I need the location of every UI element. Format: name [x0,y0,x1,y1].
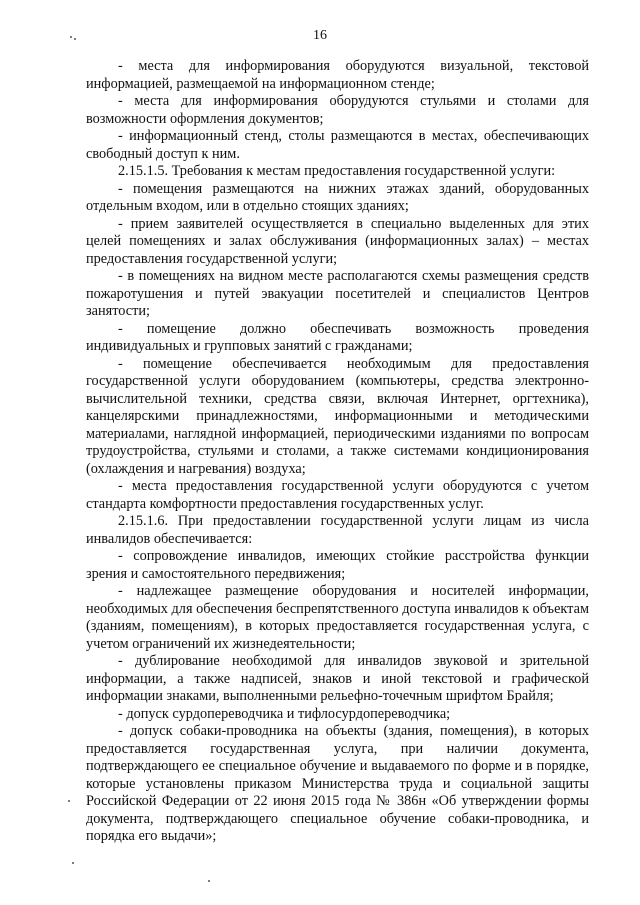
list-item-comfort-standard: - места предоставления государственной услуги оборудуются с учетом стандарта комфортности предоставления государственных услуг. [86,478,589,512]
scan-speck [70,36,72,38]
scan-speck [74,38,76,40]
document-body [86,58,589,846]
list-item-fire-schemes: - в помещениях на видном месте располагаются схемы размещения средств пожаротушения и путей эвакуации посетителей и специалистов Центров занятости; [86,268,589,319]
scan-speck [68,800,70,802]
scan-speck [208,880,210,882]
list-item-equipment: - помещение обеспечивается необходимым для предоставления государственной услуги оборудованием (компьютеры, средства электронно-вычислительной техники, средства связи, включая Интернет, оргтехника), канцелярскими принадлежностями, информационными и методическими материалами, наглядной информацией, периодическими изданиями по вопросам трудоустройства, стульями и столами, а также системами кондиционирования (охлаждения и нагревания) воздуха; [86,355,589,477]
list-item-info-visual: - места для информирования оборудуются визуальной, текстовой информацией, размещаемой на информационном стенде; [86,58,589,92]
list-item-guide-dog: - допуск собаки-проводника на объекты (здания, помещения), в которых предоставляется государственная услуга, при наличии документа, подтверждающего ее специальное обучение и выдаваемого по форме и в порядке, которые установлены приказом Министерства труда и социальной защиты Российской Федерации от 22 июня 2015 года № 386н «Об утверждении формы документа, подтверждающего специальное обучение собаки-проводника, и порядка его выдачи»; [86,723,589,844]
section-2-15-1-6-heading: 2.15.1.6. При предоставлении государственной услуги лицам из числа инвалидов обеспечивается: [86,513,589,547]
list-item-placement: - надлежащее размещение оборудования и носителей информации, необходимых для обеспечения беспрепятственного доступа инвалидов к объектам (зданиям, помещениям), в которых предоставляется государственная услуга, с учетом ограничений их жизнедеятельности; [86,583,589,652]
page-number: 16 [313,28,327,43]
list-item-escort: - сопровождение инвалидов, имеющих стойкие расстройства функции зрения и самостоятельного передвижения; [86,548,589,582]
scan-speck [72,862,74,864]
list-item-info-stand: - информационный стенд, столы размещаются в местах, обеспечивающих свободный доступ к ним. [86,128,589,162]
section-2-15-1-5-heading: 2.15.1.5. Требования к местам предоставления государственной услуги: [118,163,556,179]
list-item-info-furniture: - места для информирования оборудуются стульями и столами для возможности оформления документов; [86,93,589,127]
list-item-interpreter: - допуск сурдопереводчика и тифлосурдопереводчика; [118,705,451,722]
list-item-braille: - дублирование необходимой для инвалидов звуковой и зрительной информации, а также надписей, знаков и иной текстовой и графической информации знаками, выполненными рельефно-точечным шрифтом Брайля; [86,653,589,704]
list-item-premises-floors: - помещения размещаются на нижних этажах зданий, оборудованных отдельным входом, или в отдельно стоящих зданиях; [86,180,589,214]
list-item-reception: - прием заявителей осуществляется в специально выделенных для этих целей помещениях и залах обслуживания (информационных залах) – местах предоставления государственной услуги; [86,215,589,267]
list-item-group-classes: - помещение должно обеспечивать возможность проведения индивидуальных и групповых занятий с гражданами; [86,320,589,354]
